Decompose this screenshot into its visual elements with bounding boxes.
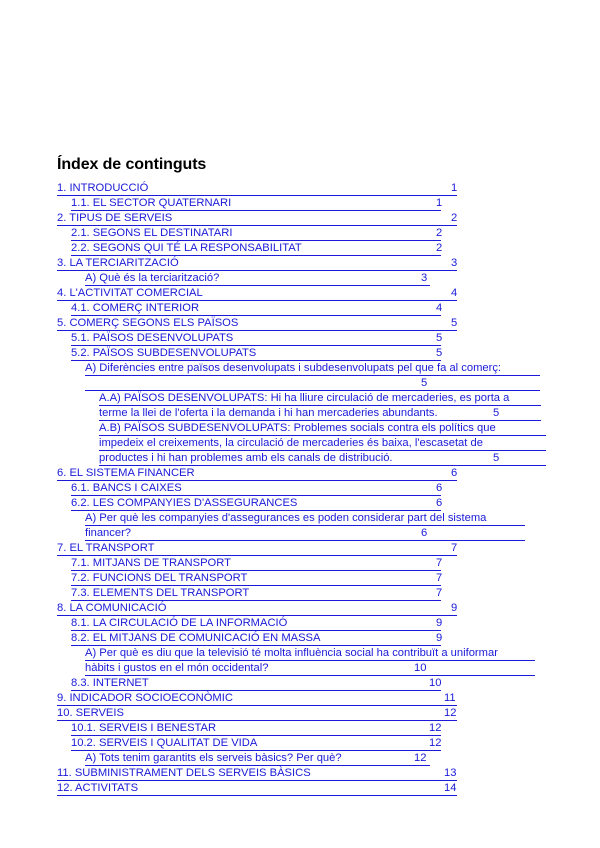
toc-entry-page-number: 6 — [436, 497, 443, 509]
toc-entry-page-number: 2 — [451, 212, 458, 224]
toc-entry[interactable] — [0, 301, 600, 316]
toc-entry[interactable] — [0, 286, 600, 301]
toc-entry-page-number: 7 — [436, 587, 443, 599]
toc-entry-label: 1.1. EL SECTOR QUATERNARI — [71, 197, 232, 209]
toc-entry-label: 8. LA COMUNICACIÓ — [57, 602, 167, 614]
toc-entry-page-number: 7 — [436, 557, 443, 569]
toc-entry[interactable] — [0, 706, 600, 721]
toc-entry-page-number: 1 — [451, 182, 458, 194]
toc-entry-label: A.A) PAÏSOS DESENVOLUPATS: Hi ha lliure circulació de mercaderies, es porta a — [99, 392, 510, 404]
toc-entry-label: financer? — [85, 527, 132, 539]
toc-entry-page-number: 4 — [436, 302, 443, 314]
toc-entry-page-number: 5 — [493, 452, 500, 464]
toc-entry[interactable] — [0, 646, 600, 676]
toc-entry-label: 7. EL TRANSPORT — [57, 542, 155, 554]
toc-entry[interactable] — [0, 466, 600, 481]
toc-entry[interactable] — [0, 541, 600, 556]
toc-entry-label: 2. TIPUS DE SERVEIS — [57, 212, 173, 224]
toc-entry-page-number: 5 — [451, 317, 458, 329]
toc-entry-page-number: 6 — [421, 527, 428, 539]
toc-entry-label: 10.1. SERVEIS I BENESTAR — [71, 722, 217, 734]
toc-entry[interactable] — [0, 781, 600, 796]
toc-entry[interactable] — [0, 316, 600, 331]
toc-entry[interactable] — [0, 211, 600, 226]
toc-entry-page-number: 3 — [421, 272, 428, 284]
toc-entry-page-number: 13 — [444, 767, 457, 779]
toc-entry-label: impedeix el creixements, la circulació de mercaderies és baixa, l'escasetat de — [99, 437, 483, 449]
toc-entry[interactable] — [0, 616, 600, 631]
toc-entry[interactable] — [0, 511, 600, 541]
page-title: Índex de continguts — [57, 156, 207, 173]
toc-entry[interactable] — [0, 691, 600, 706]
toc-entry-label: 2.1. SEGONS EL DESTINATARI — [71, 227, 233, 239]
toc-entry-label: 10.2. SERVEIS I QUALITAT DE VIDA — [71, 737, 258, 749]
toc-entry-page-number: 5 — [436, 332, 443, 344]
toc-entry-page-number: 7 — [451, 542, 458, 554]
toc-entry[interactable] — [0, 676, 600, 691]
toc-entry-label: 11. SUBMINISTRAMENT DELS SERVEIS BÀSICS — [57, 767, 311, 779]
toc-entry-page-number: 3 — [451, 257, 458, 269]
toc-entry[interactable] — [0, 346, 600, 361]
toc-entry-page-number: 5 — [436, 347, 443, 359]
toc-entry-label: 12. ACTIVITATS — [57, 782, 139, 794]
toc-entry-page-number: 4 — [451, 287, 458, 299]
toc-entry-page-number: 9 — [451, 602, 458, 614]
toc-entry-label: A) Diferències entre països desenvolupats i subdesenvolupats pel que fa al comerç: — [85, 362, 502, 374]
toc-entry-label: 9. INDICADOR SOCIOECONÒMIC — [57, 692, 233, 704]
toc-entry[interactable] — [0, 256, 600, 271]
toc-entry-label: A) Què és la terciarització? — [85, 272, 220, 284]
toc-entry-page-number: 6 — [436, 482, 443, 494]
toc-entry[interactable] — [0, 481, 600, 496]
toc-entry[interactable] — [0, 226, 600, 241]
toc-entry-label: 10. SERVEIS — [57, 707, 124, 719]
toc-entry-label: 8.1. LA CIRCULACIÓ DE LA INFORMACIÓ — [71, 617, 288, 629]
toc-entry[interactable] — [0, 766, 600, 781]
toc-entry-label: 5.2. PAÏSOS SUBDESENVOLUPATS — [71, 347, 257, 359]
toc-entry-label: hàbits i gustos en el món occidental? — [85, 662, 269, 674]
toc-entry-label: A) Per què les companyies d'assegurances es poden considerar part del sistema — [85, 512, 487, 524]
toc-entry-page-number: 2 — [436, 242, 443, 254]
toc-entry-label: 7.1. MITJANS DE TRANSPORT — [71, 557, 231, 569]
toc-entry[interactable] — [0, 271, 600, 286]
toc-entry[interactable] — [0, 586, 600, 601]
toc-entry-page-number: 7 — [436, 572, 443, 584]
toc-entry[interactable] — [0, 721, 600, 736]
toc-entry[interactable] — [0, 601, 600, 616]
toc-entry[interactable] — [0, 736, 600, 751]
toc-entry[interactable] — [0, 361, 600, 391]
toc-entry[interactable] — [0, 631, 600, 646]
toc-entry-label: productes i hi han problemes amb els canals de distribució. — [99, 452, 393, 464]
toc-entry-label: 5.1. PAÏSOS DESENVOLUPATS — [71, 332, 234, 344]
toc-entry-label: 3. LA TERCIARITZACIÓ — [57, 257, 179, 269]
toc-entry-page-number: 5 — [421, 377, 428, 389]
toc-entry[interactable] — [0, 556, 600, 571]
toc-entry[interactable] — [0, 196, 600, 211]
table-of-contents — [0, 181, 600, 796]
toc-entry-page-number: 11 — [444, 692, 456, 704]
toc-entry-label: terme la llei de l'oferta i la demanda i hi han mercaderies abundants. — [99, 407, 438, 419]
toc-entry-label: 1. INTRODUCCIÓ — [57, 182, 149, 194]
toc-entry[interactable] — [0, 496, 600, 511]
toc-entry-page-number: 12 — [429, 737, 442, 749]
toc-entry[interactable] — [0, 331, 600, 346]
toc-entry[interactable] — [0, 571, 600, 586]
toc-entry-label: 8.2. EL MITJANS DE COMUNICACIÓ EN MASSA — [71, 632, 321, 644]
toc-entry-label: 6. EL SISTEMA FINANCER — [57, 467, 195, 479]
toc-entry-label: 2.2. SEGONS QUI TÉ LA RESPONSABILITAT — [71, 242, 302, 254]
toc-entry-page-number: 12 — [414, 752, 427, 764]
toc-entry-label: 8.3. INTERNET — [71, 677, 149, 689]
toc-entry-label: 5. COMERÇ SEGONS ELS PAÏSOS — [57, 317, 239, 329]
toc-entry-label: 4.1. COMERÇ INTERIOR — [71, 302, 200, 314]
toc-entry[interactable] — [0, 241, 600, 256]
toc-entry-page-number: 5 — [493, 407, 500, 419]
toc-entry-label: A.B) PAÏSOS SUBDESENVOLUPATS: Problemes socials contra els polítics que — [99, 422, 496, 434]
toc-entry-page-number: 1 — [436, 197, 443, 209]
toc-entry-page-number: 14 — [444, 782, 457, 794]
toc-entry-page-number: 10 — [414, 662, 427, 674]
toc-entry-label: A) Per què es diu que la televisió té molta influència social ha contribuït a uniformar — [85, 647, 498, 659]
toc-entry-label: 6.1. BANCS I CAIXES — [71, 482, 182, 494]
toc-entry-label: 7.3. ELEMENTS DEL TRANSPORT — [71, 587, 250, 599]
toc-entry-page-number: 6 — [451, 467, 458, 479]
toc-entry[interactable] — [0, 181, 600, 196]
toc-entry-page-number: 12 — [444, 707, 457, 719]
toc-entry-page-number: 2 — [436, 227, 443, 239]
toc-entry[interactable] — [0, 391, 600, 421]
toc-entry-page-number: 9 — [436, 617, 443, 629]
toc-entry-label: A) Tots tenim garantits els serveis bàsics? Per què? — [85, 752, 342, 764]
toc-entry-page-number: 10 — [429, 677, 442, 689]
toc-entry-page-number: 9 — [436, 632, 443, 644]
toc-entry-label: 7.2. FUNCIONS DEL TRANSPORT — [71, 572, 248, 584]
toc-entry-label: 4. L'ACTIVITAT COMERCIAL — [57, 287, 203, 299]
toc-entry-page-number: 12 — [429, 722, 442, 734]
toc-entry[interactable] — [0, 751, 600, 766]
toc-entry-label: 6.2. LES COMPANYIES D'ASSEGURANCES — [71, 497, 298, 509]
toc-entry[interactable] — [0, 421, 600, 466]
